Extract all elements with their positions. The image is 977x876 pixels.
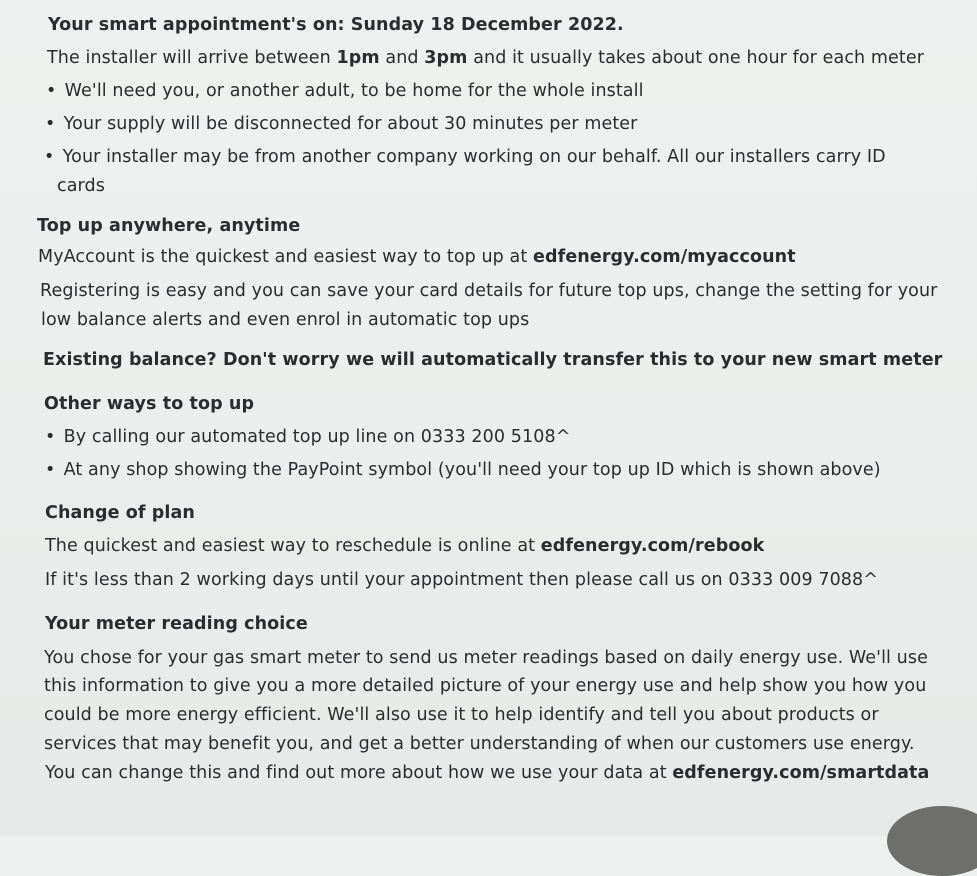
- appointment-bullet: [45, 113, 637, 135]
- meter-reading-line: You chose for your gas smart meter to send us meter readings based on daily energy use. We'll use: [44, 648, 928, 668]
- bullet-text: Your supply will be disconnected for about 30 minutes per meter: [63, 114, 638, 134]
- rebook-link: edfenergy.com/rebook: [540, 536, 765, 556]
- bullet-text: We'll need you, or another adult, to be home for the whole install: [64, 81, 644, 101]
- topup-heading: Top up anywhere, anytime: [37, 216, 301, 236]
- arrival-from-time: 1pm: [336, 48, 380, 68]
- myaccount-prefix: MyAccount is the quickest and easiest way to top up at: [38, 247, 534, 267]
- arrival-suffix: and it usually takes about one hour for each meter: [467, 48, 925, 68]
- arrival-mid: and: [379, 48, 425, 68]
- corner-shadow: [887, 806, 977, 876]
- other-ways-heading: Other ways to top up: [44, 394, 255, 414]
- arrival-prefix: The installer will arrive between: [47, 48, 337, 68]
- bullet-dot-icon: •: [44, 147, 55, 167]
- meter-reading-heading: Your meter reading choice: [45, 614, 308, 634]
- myaccount-link: edfenergy.com/myaccount: [533, 247, 796, 267]
- meter-reading-line: could be more energy efficient. We'll also use it to help identify and tell you about products or: [44, 705, 879, 725]
- other-ways-bullet: [45, 426, 570, 448]
- registering-line-1: Registering is easy and you can save your card details for future top ups, change the setting for your: [40, 281, 938, 301]
- appointment-bullet: [46, 80, 644, 102]
- bullet-dot-icon: •: [45, 427, 56, 447]
- smartdata-link: edfenergy.com/smartdata: [672, 763, 930, 783]
- meter-reading-line: services that may benefit you, and get a better understanding of when our customers use energy.: [44, 734, 915, 754]
- bullet-dot-icon: •: [46, 81, 57, 101]
- smartdata-prefix: You can change this and find out more about how we use your data at: [45, 763, 673, 783]
- registering-line-2: low balance alerts and even enrol in automatic top ups: [41, 310, 530, 330]
- call-us-text: If it's less than 2 working days until your appointment then please call us on 0333 009 7088^: [45, 570, 879, 590]
- change-plan-heading: Change of plan: [45, 503, 195, 523]
- arrival-window-text: [47, 47, 924, 69]
- appointment-bullet-continuation: cards: [57, 176, 105, 196]
- bullet-text: Your installer may be from another company working on our behalf. All our installers carry ID: [62, 147, 886, 167]
- appointment-bullet: [44, 146, 886, 168]
- arrival-to-time: 3pm: [424, 48, 468, 68]
- bullet-dot-icon: •: [45, 460, 56, 480]
- appointment-heading: Your smart appointment's on: Sunday 18 December 2022.: [48, 15, 624, 35]
- reschedule-text: [45, 535, 764, 557]
- other-ways-bullet: [45, 459, 881, 481]
- bullet-text: By calling our automated top up line on 0333 200 5108^: [63, 427, 571, 447]
- existing-balance-note: Existing balance? Don't worry we will automatically transfer this to your new smart meter: [43, 350, 943, 370]
- smartdata-text: [45, 762, 929, 784]
- reschedule-prefix: The quickest and easiest way to reschedule is online at: [45, 536, 541, 556]
- bullet-dot-icon: •: [45, 114, 56, 134]
- myaccount-text: [38, 246, 796, 268]
- bullet-text: At any shop showing the PayPoint symbol (you'll need your top up ID which is shown above): [63, 460, 881, 480]
- meter-reading-line: this information to give you a more detailed picture of your energy use and help show you how you: [44, 676, 927, 696]
